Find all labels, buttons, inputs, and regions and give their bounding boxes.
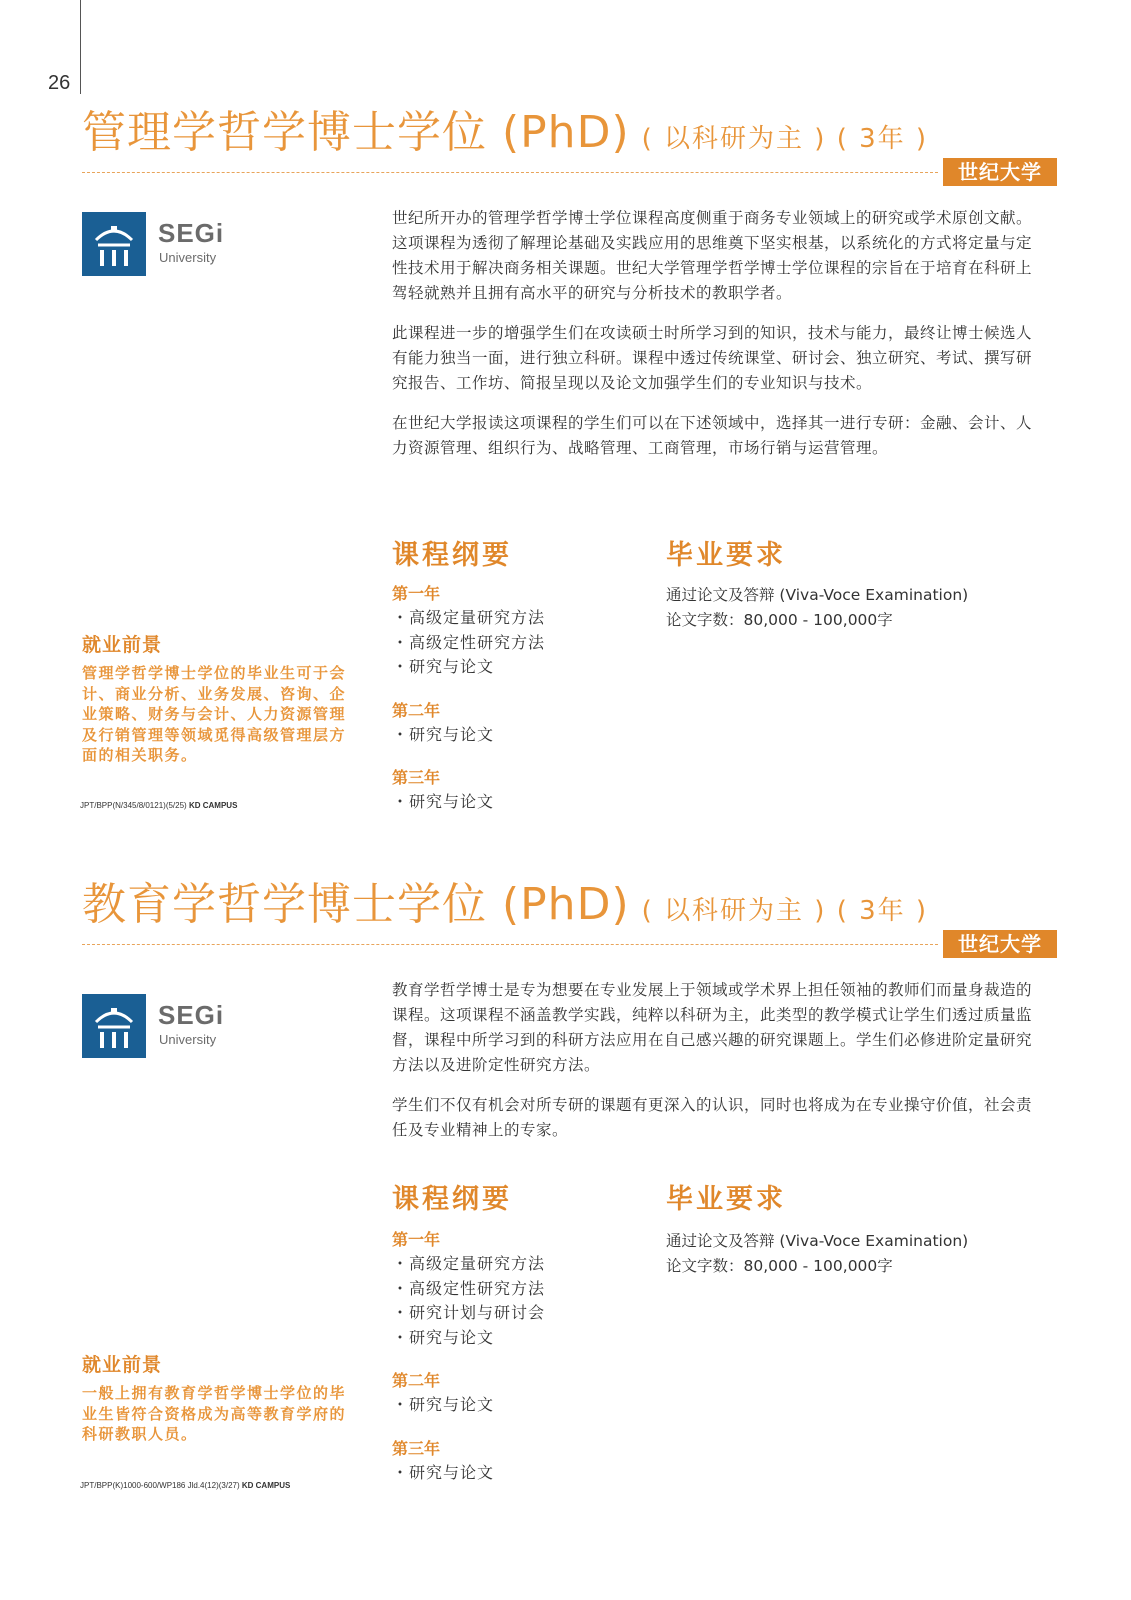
building-icon [82, 994, 146, 1058]
requirement-item: 通过论文及答辩 (Viva-Voce Examination) [666, 586, 969, 604]
logo-subtitle: University [159, 250, 217, 265]
description-paragraph: 学生们不仅有机会对所专研的课题有更深入的认识，同时也将成为在专业操守价值，社会责任及专业精神上的专家。 [392, 1096, 1033, 1139]
course-item: ・研究与论文 [392, 792, 495, 811]
requirements-heading: 毕业要求 [666, 1184, 786, 1215]
year-group [392, 699, 652, 748]
requirement-item: 论文字数：80,000 - 100,000字 [666, 610, 893, 629]
logo-name: SEGi [158, 1000, 225, 1030]
page-number: 26 [48, 72, 71, 94]
title-divider [82, 944, 938, 945]
year-group [392, 1228, 652, 1350]
logo-subtitle: University [159, 1032, 217, 1047]
description-paragraph: 在世纪大学报读这项课程的学生们可以在下述领域中，选择其一进行专研：金融、会计、人力资源管理、组织行为、战略管理、工商管理，市场行销与运营管理。 [392, 414, 1033, 457]
year-group [392, 1369, 652, 1418]
curriculum-heading: 课程纲要 [392, 1184, 512, 1215]
building-icon [82, 212, 146, 276]
year-group [392, 766, 652, 815]
course-item: ・研究与论文 [392, 1462, 495, 1482]
program-description [392, 978, 1032, 1158]
course-item: ・研究与论文 [392, 1327, 495, 1347]
accreditation-footnote [80, 1481, 290, 1490]
curriculum-heading: 课程纲要 [392, 540, 512, 571]
program-section-education [0, 860, 1131, 1600]
accreditation-code: JPT/BPP(K)1000-600/WP186 Jld.4(12)(3/27) [80, 1481, 240, 1490]
description-paragraph: 教育学哲学博士是专为想要在专业发展上于领域或学术界上担任领袖的教师们而量身裁造的课程。这项课程不涵盖教学实践，纯粹以科研为主，此类型的教学模式让学生们透过质量监督，课程中所学习到的科研方法应用在自己感兴趣的研究课题上。学生们必修进阶定量研究方法以及进阶定性研究方法。 [392, 981, 1033, 1074]
program-title-main: 教育学哲学博士学位 (PhD) [82, 879, 630, 930]
program-title [82, 96, 928, 160]
segi-logo [82, 212, 252, 278]
curriculum-list [392, 582, 652, 834]
program-description [392, 206, 1032, 476]
accreditation-footnote [80, 801, 237, 810]
course-item: ・高级定性研究方法 [392, 632, 546, 652]
program-title-sub: ( 以科研为主 ) ( 3年 ) [641, 896, 929, 926]
course-item: ・研究与论文 [392, 657, 495, 676]
requirement-item: 论文字数：80,000 - 100,000字 [666, 1256, 893, 1275]
requirements-heading: 毕业要求 [666, 540, 786, 571]
campus-label: KD CAMPUS [241, 1481, 291, 1490]
year-label: 第二年 [392, 1371, 441, 1390]
year-group [392, 1437, 652, 1486]
year-label: 第一年 [392, 584, 441, 603]
career-text: 管理学哲学博士学位的毕业生可于会计、商业分析、业务发展、咨询、企业策略、财务与会计、人力资源管理及行销管理等领域觅得高级管理层方面的相关职务。 [82, 664, 347, 764]
graduation-requirements [666, 1229, 1026, 1278]
course-item: ・研究计划与研讨会 [392, 1303, 546, 1322]
description-paragraph: 此课程进一步的增强学生们在攻读硕士时所学习到的知识，技术与能力，最终让博士候选人有能力独当一面，进行独立科研。课程中透过传统课堂、研讨会、独立研究、考试、撰写研究报告、工作坊、简报呈现以及论文加强学生们的专业知识与技术。 [392, 324, 1033, 392]
course-item: ・研究与论文 [392, 1395, 495, 1414]
year-label: 第三年 [392, 768, 441, 787]
career-heading: 就业前景 [82, 1354, 163, 1376]
career-heading: 就业前景 [82, 634, 163, 656]
program-title-main: 管理学哲学博士学位 (PhD) [82, 107, 630, 158]
program-title-sub: ( 以科研为主 ) ( 3年 ) [641, 124, 929, 154]
title-divider [82, 172, 938, 173]
graduation-requirements [666, 583, 1026, 632]
program-title [82, 868, 928, 932]
requirement-item: 通过论文及答辩 (Viva-Voce Examination) [666, 1232, 969, 1250]
year-label: 第二年 [392, 700, 441, 720]
accreditation-code: JPT/BPP(N/345/8/0121)(5/25) [80, 801, 187, 810]
course-item: ・高级定量研究方法 [392, 608, 546, 627]
career-text: 一般上拥有教育学哲学博士学位的毕业生皆符合资格成为高等教育学府的科研教职人员。 [82, 1384, 347, 1443]
year-group [392, 582, 652, 680]
course-item: ・高级定量研究方法 [392, 1254, 546, 1273]
university-tag: 世纪大学 [943, 930, 1057, 958]
description-paragraph: 世纪所开办的管理学哲学博士学位课程高度侧重于商务专业领域上的研究或学术原创文献。这项课程为透彻了解理论基础及实践应用的思维奠下坚实根基，以系统化的方式将定量与定性技术用于解决商务相关课题。世纪大学管理学哲学博士学位课程的宗旨在于培育在科研上驾轻就熟并且拥有高水平的研究与分析技术的教职学者。 [392, 209, 1033, 302]
curriculum-list [392, 1228, 652, 1504]
course-item: ・研究与论文 [392, 724, 495, 744]
year-label: 第一年 [392, 1230, 441, 1249]
year-label: 第三年 [392, 1438, 441, 1458]
segi-logo [82, 994, 252, 1060]
course-item: ・高级定性研究方法 [392, 1278, 546, 1298]
logo-name: SEGi [158, 218, 225, 248]
university-tag: 世纪大学 [943, 158, 1057, 186]
campus-label: KD CAMPUS [188, 801, 238, 810]
